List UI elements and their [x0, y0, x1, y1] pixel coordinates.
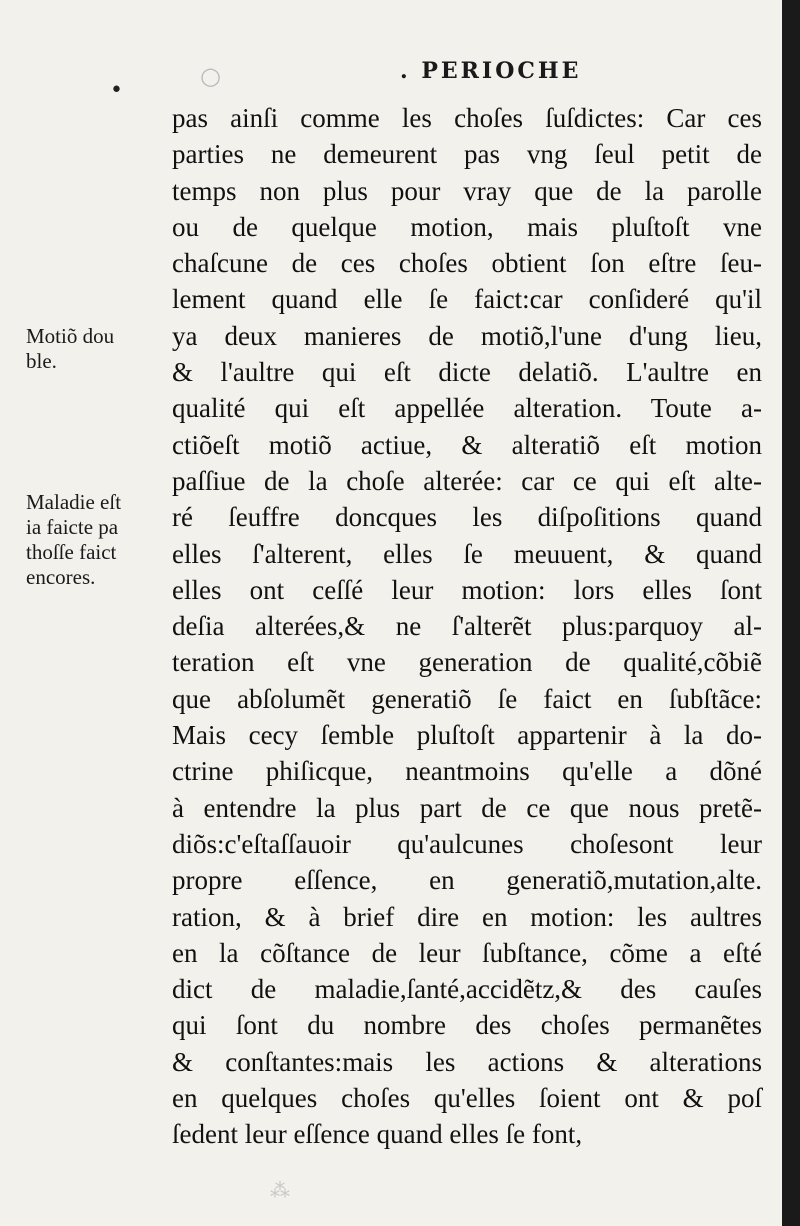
- text-line: parties ne demeurent pas vng ſeul petit de: [172, 139, 762, 170]
- text-line: Mais cecy ſemble pluſtoſt appartenir à la do-: [172, 720, 762, 751]
- text-line: & conſtantes:mais les actions & alterations: [172, 1046, 762, 1077]
- text-line: ſedent leur eſſence quand elles ſe font,: [172, 1119, 583, 1150]
- text-line: en quelques choſes qu'elles ſoient ont & poſ: [172, 1083, 762, 1114]
- margin-note-maladie: [26, 490, 176, 590]
- text-line: ctiõeſt motiõ actiue, & alteratiõ eſt motion: [172, 429, 762, 460]
- margin-note-line: ia faicte pa: [26, 515, 119, 539]
- text-line: chaſcune de ces choſes obtient ſon eſtre ſeu-: [172, 248, 762, 279]
- faded-folio-mark: ○: [200, 62, 221, 90]
- text-line: elles ont ceſſé leur motion: lors elles ſont: [172, 574, 762, 605]
- text-line: à entendre la plus part de ce que nous pretẽ-: [172, 792, 762, 823]
- text-line: paſſiue de la choſe alterée: car ce qui eſt alte-: [172, 465, 762, 496]
- text-line: ya deux manieres de motiõ,l'une d'ung lieu,: [172, 320, 762, 351]
- text-line: & l'aultre qui eſt dicte delatiõ. L'aultre en: [172, 357, 762, 388]
- text-line: que abſolumẽt generatiõ ſe faict en ſubſtãce:: [172, 683, 762, 714]
- text-line: ou de quelque motion, mais pluſtoſt vne: [172, 211, 762, 242]
- margin-note-motion: [26, 324, 176, 374]
- text-line: deſia alterées,& ne ſ'alterẽt plus:parquoy al-: [172, 611, 762, 642]
- text-line: ré ſeuffre doncques les diſpoſitions quand: [172, 502, 762, 533]
- text-line: ctrine phiſicque, neantmoins qu'elle a dõné: [172, 756, 762, 787]
- text-line: temps non plus pour vray que de la parolle: [172, 175, 762, 206]
- text-line: ration, & à brief dire en motion: les aultres: [172, 901, 762, 932]
- show-through-mark: ⁂: [270, 1178, 290, 1202]
- text-line: qui ſont du nombre des choſes permanẽtes: [172, 1010, 762, 1041]
- margin-note-line: Motiõ dou: [26, 324, 115, 348]
- text-line: dict de maladie,ſanté,accidẽtz,& des cauſes: [172, 974, 762, 1005]
- margin-note-line: Maladie eſt: [26, 490, 122, 514]
- ink-mark: •: [110, 78, 123, 103]
- margin-note-line: thoſſe faict: [26, 540, 117, 564]
- text-line: teration eſt vne generation de qualité,cõbiẽ: [172, 647, 762, 678]
- main-text-block: [172, 100, 762, 1153]
- margin-note-line: encores.: [26, 565, 96, 589]
- text-line: pas ainſi comme les choſes ſuſdictes: Car ces: [172, 103, 762, 133]
- page-edge-shadow: [782, 0, 800, 1226]
- text-line: qualité qui eſt appellée alteration. Toute a-: [172, 393, 762, 424]
- text-line: elles ſ'alterent, elles ſe meuuent, & quand: [172, 538, 762, 569]
- text-line: lement quand elle ſe faict:car conſideré qu'il: [172, 284, 762, 315]
- text-line: en la cõſtance de leur ſubſtance, cõme a eſté: [172, 937, 762, 968]
- running-head: . PERIOCHE: [400, 58, 582, 84]
- margin-note-line: ble.: [26, 349, 57, 373]
- text-line: propre eſſence, en generatiõ,mutation,alte.: [172, 865, 762, 896]
- text-line: diõs:c'eſtaſſauoir qu'aulcunes choſesont leur: [172, 828, 762, 859]
